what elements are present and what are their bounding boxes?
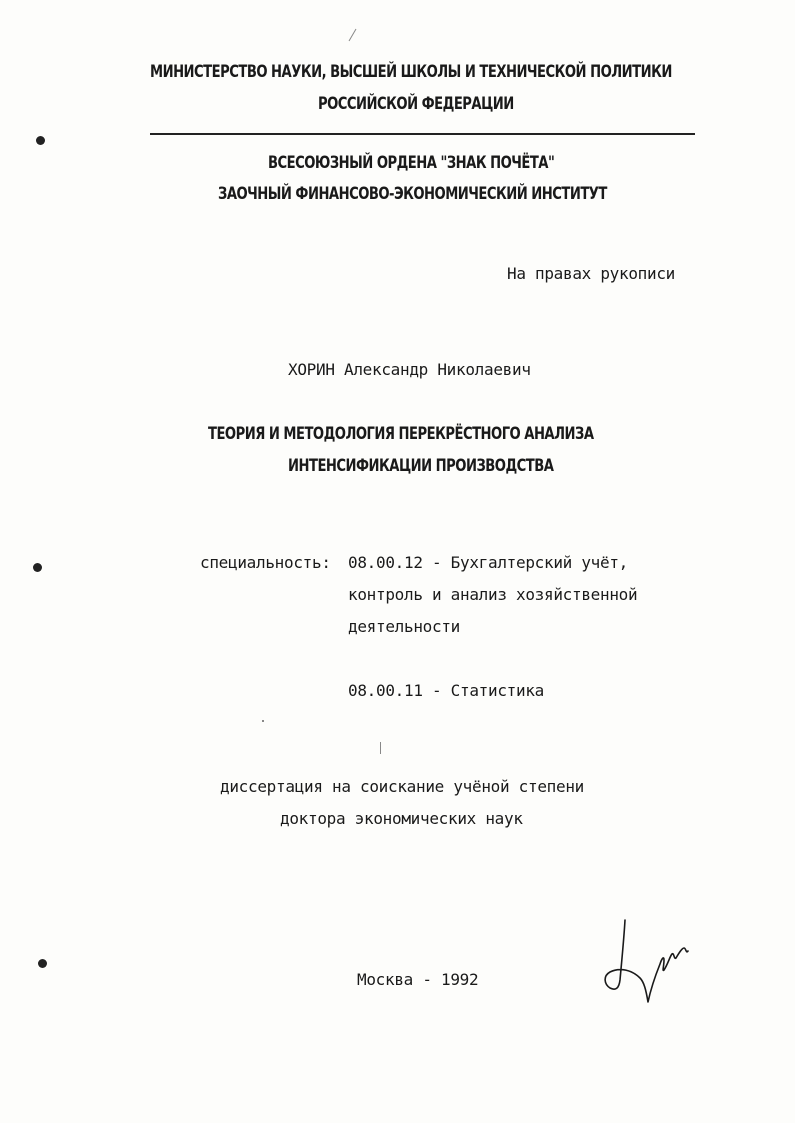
specialty-1-line-1: 08.00.12 - Бухгалтерский учёт, xyxy=(348,553,628,572)
scan-speck xyxy=(262,720,264,722)
header-divider xyxy=(150,133,695,135)
specialty-label: специальность: xyxy=(200,553,331,572)
binding-hole-top xyxy=(36,136,45,145)
degree-line-1: диссертация на соискание учёной степени xyxy=(220,777,584,796)
specialty-1-line-3: деятельности xyxy=(348,617,460,636)
specialty-1-line-2: контроль и анализ хозяйственной xyxy=(348,585,638,604)
manuscript-note: На правах рукописи xyxy=(507,264,675,283)
degree-line-2: доктора экономических наук xyxy=(280,809,523,828)
institute-line-2: ЗАОЧНЫЙ ФИНАНСОВО-ЭКОНОМИЧЕСКИЙ ИНСТИТУТ xyxy=(218,184,607,204)
ministry-line-1: МИНИСТЕРСТВО НАУКИ, ВЫСШЕЙ ШКОЛЫ И ТЕХНИЧЕСКОЙ ПОЛИТИКИ xyxy=(150,62,672,82)
binding-hole-bottom xyxy=(38,959,47,968)
binding-hole-middle xyxy=(33,563,42,572)
dissertation-title-line-1: ТЕОРИЯ И МЕТОДОЛОГИЯ ПЕРЕКРЁСТНОГО АНАЛИЗА xyxy=(208,424,594,444)
ministry-line-2: РОССИЙСКОЙ ФЕДЕРАЦИИ xyxy=(318,94,514,114)
scan-speck xyxy=(349,29,357,42)
author-name: ХОРИН Александр Николаевич xyxy=(288,360,531,379)
specialty-2-line-1: 08.00.11 - Статистика xyxy=(348,681,544,700)
dissertation-title-line-2: ИНТЕНСИФИКАЦИИ ПРОИЗВОДСТВА xyxy=(288,456,554,476)
signature-mark xyxy=(598,918,693,1008)
institute-line-1: ВСЕСОЮЗНЫЙ ОРДЕНА "ЗНАК ПОЧЁТА" xyxy=(268,153,555,173)
place-and-year: Москва - 1992 xyxy=(357,970,479,989)
scan-speck xyxy=(380,742,381,754)
